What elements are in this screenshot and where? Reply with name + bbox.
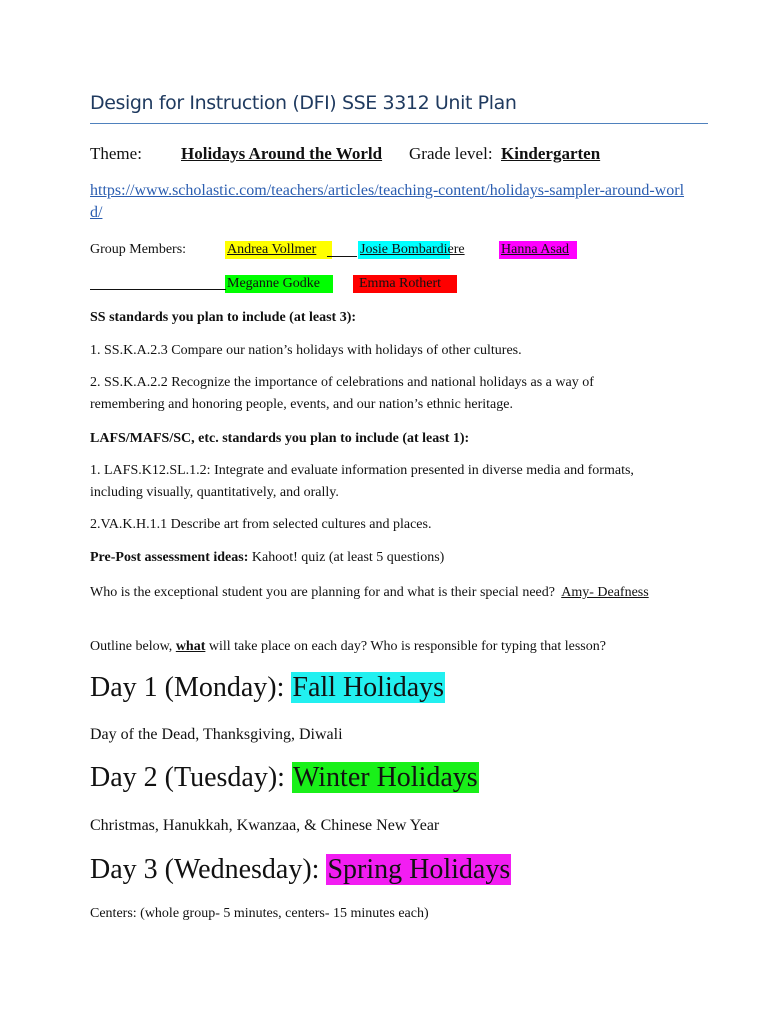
title-underline-rule xyxy=(90,123,708,124)
assessment-line xyxy=(90,547,444,569)
ss-standard-2: 2. SS.K.A.2.2 Recognize the importance of celebrations and national holidays as a way of remembering and honoring people, events, and our nation’s ethnic heritage. xyxy=(90,375,594,412)
day-1-details: Day of the Dead, Thanksgiving, Diwali xyxy=(90,726,343,743)
day-2-label: Day 2 (Tuesday): xyxy=(90,762,285,793)
day-3-topic: Spring Holidays xyxy=(327,854,511,885)
day-3-heading xyxy=(90,852,511,888)
document-title: Design for Instruction (DFI) SSE 3312 Unit Plan xyxy=(90,92,517,114)
assessment-value: Kahoot! quiz (at least 5 questions) xyxy=(251,550,445,565)
group-members-label: Group Members: xyxy=(90,242,187,257)
day-1-heading xyxy=(90,670,445,706)
day-3-details: Centers: (whole group- 5 minutes, centers- 15 minutes each) xyxy=(90,906,429,921)
theme-value: Holidays Around the World xyxy=(181,144,383,163)
ss-standards-heading: SS standards you plan to include (at least 3): xyxy=(90,310,357,325)
outline-prefix: Outline below, xyxy=(90,639,173,654)
member-chip-1: Andrea Vollmer xyxy=(225,241,332,259)
grade-level-value: Kindergarten xyxy=(501,144,601,163)
member-chip-3: Hanna Asad xyxy=(499,241,577,259)
outline-suffix: will take place on each day? Who is responsible for typing that lesson? xyxy=(208,639,606,654)
grade-level-label: Grade level: xyxy=(409,144,493,163)
blank-underline-1 xyxy=(90,289,226,290)
exceptional-student-line xyxy=(90,582,650,604)
assessment-label: Pre-Post assessment ideas: xyxy=(90,550,249,565)
member-chip-2: Josie Bombardiere xyxy=(360,242,465,257)
day-2-details: Christmas, Hanukkah, Kwanzaa, & Chinese New Year xyxy=(90,817,440,834)
outline-line xyxy=(90,636,606,658)
day-2-topic: Winter Holidays xyxy=(292,762,478,793)
day-3-label: Day 3 (Wednesday): xyxy=(90,854,320,885)
theme-label: Theme: xyxy=(90,144,142,163)
resource-link[interactable]: https://www.scholastic.com/teachers/articles/teaching-content/holidays-sampler-around-world/ xyxy=(90,182,685,221)
day-1-topic: Fall Holidays xyxy=(292,672,445,703)
ss-standard-1: 1. SS.K.A.2.3 Compare our nation’s holidays with holidays of other cultures. xyxy=(90,343,522,358)
exceptional-student-answer: Amy- Deafness xyxy=(561,585,649,600)
lafs-standard-2: 2.VA.K.H.1.1 Describe art from selected cultures and places. xyxy=(90,517,432,532)
day-2-heading xyxy=(90,760,479,796)
lafs-standard-1: 1. LAFS.K12.SL.1.2: Integrate and evaluate information presented in diverse media and formats, including visually, quantitatively, and orally. xyxy=(90,463,634,500)
exceptional-student-question: Who is the exceptional student you are planning for and what is their special need? xyxy=(90,585,555,600)
outline-emphasis: what xyxy=(175,639,206,654)
member-chip-4: Meganne Godke xyxy=(225,275,333,293)
day-1-label: Day 1 (Monday): xyxy=(90,672,285,703)
lafs-standards-heading: LAFS/MAFS/SC, etc. standards you plan to include (at least 1): xyxy=(90,431,470,446)
blank-underline-2 xyxy=(327,256,357,257)
member-chip-5: Emma Rothert xyxy=(353,275,457,293)
